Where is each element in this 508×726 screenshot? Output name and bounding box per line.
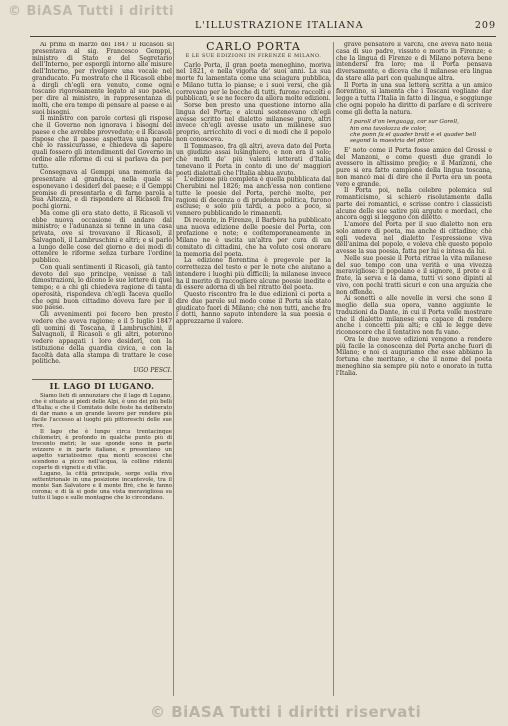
paragraph: Ai sonetti e alle novelle in versi che sono il meglio della sua opera, vanno aggiunte le traduzioni da Dante, in cui il Porta volle mostrare che il dialetto milanese era capace di rendere anche i concetti più alti; e chi le legge deve riconoscere che il tentativo non fu vano. [336,295,492,337]
paragraph: Il Porta in una sua lettera scritta a un amico fiorentino, si lamenta che i Toscani vogliano dar legge a tutta l'Italia in fatto di lingua, e soggiunge che ogni popolo ha diritto di parlare e di scrivere come gli detta la natura. [336,81,492,116]
right-article-body [336,42,492,116]
paragraph: Il Tommaseo, fra gli altri, aveva dato del Porta un giudizio assai lusinghiero, e non era il solo; chè molti de' più valenti letterati d'Italia tenevano il Porta in conto di uno de' maggiori poeti dialettali che l'Italia abbia avuto. [176,142,331,177]
paragraph: Questo riscontro fra le due edizioni ci porta a dire due parole sul modo come il Porta sia stato giudicato fuori di Milano; chè non tutti, anche fra i dotti, hanno saputo intendere la sua poesia e apprezzarne il valore. [176,291,331,325]
right-column [336,42,492,696]
section-body [32,393,172,501]
paragraph: La edizione fiorentina è pregevole per la correttezza del testo e per le note che aiutano a intendere i luoghi più difficili; la milanese invece ha il merito di raccogliere alcune poesie inedite e di essere adorna di un bel ritratto del poeta. [176,257,331,292]
article-title: CARLO PORTA [206,42,301,53]
paragraph: Di recente, in Firenze, il Barbèra ha pubblicato una nuova edizione delle poesie del Porta, con prefazione e note; e contemporaneamente in Milano ne è uscita un'altra per cura di un comitato di cittadini, che ha voluto così onorare la memoria del poeta. [176,216,331,258]
poem-quote [350,119,492,145]
page-header [30,20,496,34]
poem-line: I paroll d'on lenguagg, car sur Gorell, [350,119,459,126]
middle-column [176,42,331,696]
poem-line: segond la maestria del pittor. [350,138,435,145]
paragraph: Sorse ben presto una questione intorno alla lingua del Porta; e alcuni sostenevano ch'egli avesse scritto nel dialetto milanese puro, altri invece ch'egli avesse usato un milanese suo proprio, arricchito di voci e di modi che il popolo non conosceva. [176,102,331,143]
paragraph: L'amore del Porta per il suo dialetto non era solo amore di poeta, ma anche di cittadino; chè egli vedeva nel dialetto l'espressione viva dell'anima del popolo, e voleva che questo popolo avesse la sua poesia, fatta per lui e intesa da lui. [336,221,492,256]
paragraph: Ai primi di marzo del 1847 il Ricasoli si presentava al sig. Francesco Gemppi, ministro di Stato e del Segretario dell'Interno, per esporgli intorno alle misure dell'Interno, per rivolgere una vocale nel granducato. Fu mostrato che il Ricasoli ebbe a dirgli ch'egli era venuto, come ogni toscano rigorosamente legato al suo paese, per dire al ministro, in rappresentanza di molti, che era tempo di pensare al paese e ai suoi bisogni. [32,42,172,116]
page-number: 209 [474,20,496,31]
article-signature: UGO PESCI. [133,367,172,374]
watermark-top: © BiASA Tutti i diritti [8,4,175,19]
header-rule [30,36,496,37]
right-article-continuation [336,148,492,378]
paragraph: L'edizione più completa è quella pubblicata dal Cherubini nel 1826; ma anch'essa non contiene tutte le poesie del Porta, perchè molte, per ragioni di decenza o di prudenza politica, furono escluse; e solo più tardi, a poco a poco, si vennero pubblicando le rimanenti. [176,176,331,217]
poem-line: che ponn fa el quader brutt e el quader bell [350,132,477,139]
paragraph: Nelle sue poesie il Porta ritrae la vita milanese del suo tempo con una verità e una vivezza meravigliose: il popolano e il signore, il prete e il frate, la serva e la dama, tutti vi sono dipinti al vivo, con pochi tratti sicuri e con una arguzia che non offende. [336,254,492,296]
column-divider-left [173,42,174,696]
left-article-body [32,42,172,366]
middle-article-body [176,63,331,326]
left-column [32,42,172,696]
paragraph: Carlo Porta, il gran poeta meneghino, moriva nel 1821, e nella vigoria de' suoi anni. La sua morte fu lamentata come una sciagura pubblica, e Milano tutta lo pianse; e i suoi versi, che già correvano per le bocche di tutti, furono raccolti e pubblicati, e se ne fecero da allora molte edizioni. [176,61,331,103]
paragraph: grave pensatore il Varchi, che aveva nato nella casa di suo padre, vissuto e morto in Firenze; e che la lingua di Firenze e di Milano poteva bene intendersi fra loro; ma il Porta pensava diversamente, e diceva che il milanese era lingua da stare alla pari con qualunque altra. [336,42,492,82]
paragraph: Ma come gli era stato detto, il Ricasoli vi ebbe nuova occasione di andare dal ministro; e l'adunanza si tenne in una casa privata, ove si trovavano il Ricasoli, il Salvagnoli, il Lambruschini e altri; e si parlò a lungo delle cose del giorno e dei modi di ottenere le riforme senza turbare l'ordine pubblico. [32,209,172,264]
column-divider-right [333,42,334,696]
section-title: IL LAGO DI LUGANO. [49,380,155,391]
paragraph: Gli avvenimenti poi fecero ben presto vedere che aveva ragione; e il 5 luglio 1847 gli uomini di Toscana, il Lambruschini, il Salvagnoli, il Ricasoli e gli altri, poterono vedere appagati i loro desiderî, con la istituzione della guardia civica, e con la facoltà data alla stampa di trattare le cose politiche. [32,311,172,366]
poem-line: hin ona tavolozza de color, [350,125,427,132]
paragraph: Con quali sentimenti il Ricasoli, già tanto devoto del suo principe, venisse a tali dimostrazioni, lo dicono le sue lettere di quel tempo; e a chi gli chiedeva ragione di tanta operosità, rispondeva ch'egli faceva quello che ogni buon cittadino doveva fare per il suo paese. [32,263,172,312]
paragraph: Il Porta poi, nella celebre polemica sul romanticismo, si schierò risolutamente dalla parte dei romantici, e scrisse contro i classicisti alcune delle sue satire più argute e mordaci, che ancora oggi si leggono con diletto. [336,187,492,222]
paragraph: Il ministro con parole cortesi gli rispose che il Governo non ignorava i bisogni del paese e che avrebbe provveduto; e il Ricasoli rispose che il paese aspettava una parola che lo rassicurasse, e chiedeva di sapere quali fossero gli intendimenti del Governo in ordine alle riforme di cui si parlava da per tutto. [32,115,172,170]
paragraph: Siamo lieti di annunziare che il lago di Lugano, che è situato ai piedi delle Alpi, è uno dei più belli d'Italia; e che il Comitato delle feste ha deliberato di dar mano a un grande lavoro per rendere più facile l'accesso ai luoghi più pittoreschi delle sue rive. [32,392,172,429]
publication-title: L'ILLUSTRAZIONE ITALIANA [195,20,364,31]
paragraph: Il lago che è lungo circa trentacinque chilometri, è profondo in qualche punto più di trecento metri; le sue sponde sono in parte svizzere e in parte italiane, e presentano un aspetto variatissimo: qua monti scoscesi che scendono a picco nell'acqua, là colline ridenti coperte di vigneti e di ville. [32,428,172,471]
article-subtitle: E LE SUE EDIZIONI IN FIRENZE E MILANO. [185,52,322,59]
paragraph: Lugano, la città principale, sorge sulla riva settentrionale in una posizione incantevole, tra il monte San Salvatore e il monte Brè, che le fanno corona; e di là si gode una vista meravigliosa su tutto il lago e sulle montagne che lo circondano. [32,470,172,501]
section-divider [32,379,172,380]
paragraph: Consegnava al Gemppi una memoria da presentare al granduca, nella quale si esponevano i desiderî del paese; e il Gemppi promise di presentarla e di farne parola a Sua Altezza, e di rispondere al Ricasoli fra pochi giorni. [32,169,172,210]
paragraph: E' noto come il Porta fosse amico del Grossi e del Manzoni, e come questi due grandi lo avessero in altissimo pregio; e il Manzoni, che pure si era fatto campione della lingua toscana, non mancò mai di dire che il Porta era un poeta vero e grande. [336,146,492,188]
paragraph: Ora le due nuove edizioni vengono a rendere più facile la conoscenza del Porta anche fuori di Milano; e noi ci auguriamo che esse abbiano la fortuna che meritano, e che il nome del poeta meneghino sia sempre più noto e onorato in tutta l'Italia. [336,335,492,377]
watermark-bottom: © BiASA Tutti i diritti riservati [150,703,422,721]
